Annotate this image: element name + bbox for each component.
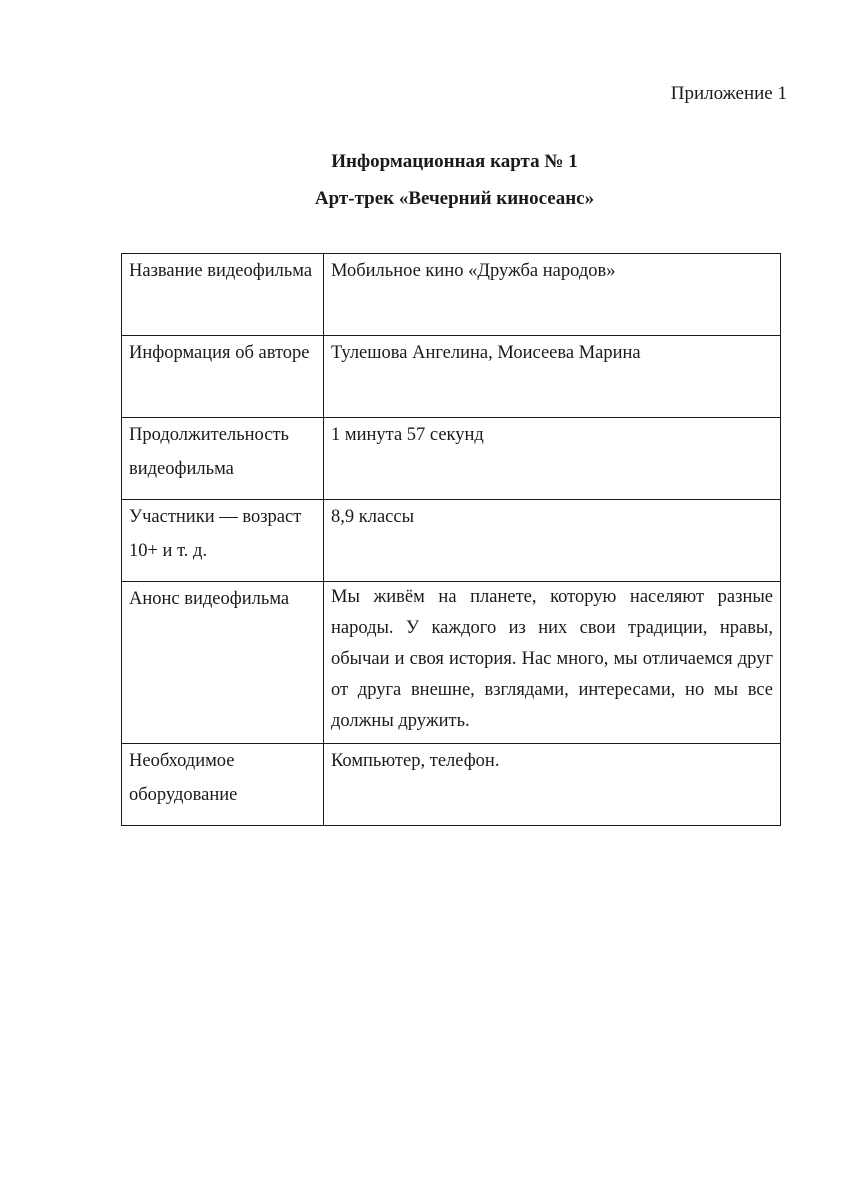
- row-value-equipment: Компьютер, телефон.: [324, 744, 781, 826]
- row-value-author: Тулешова Ангелина, Моисеева Марина: [324, 336, 781, 418]
- row-label-participants: Участники — возраст 10+ и т. д.: [122, 500, 324, 582]
- table-row: [122, 336, 781, 418]
- row-value-title: Мобильное кино «Дружба народов»: [324, 254, 781, 336]
- info-card-table: [121, 253, 781, 826]
- table-row: [122, 418, 781, 500]
- row-label-announcement: Анонс видеофильма: [122, 582, 324, 744]
- appendix-label: Приложение 1: [670, 83, 787, 104]
- table-row: [122, 500, 781, 582]
- table-row: [122, 744, 781, 826]
- row-label-equipment: Необходимое оборудование: [122, 744, 324, 826]
- row-value-announcement: Мы живём на планете, которую населяют разные народы. У каждого из них свои традиции, нравы, обычаи и своя история. Нас много, мы отличаемся друг от друга внешне, взглядами, интересами, но мы все должны дружить.: [324, 582, 781, 744]
- document-title: Информационная карта № 1: [331, 151, 578, 172]
- document-subtitle: Арт-трек «Вечерний киносеанс»: [314, 188, 595, 209]
- row-label-title: Название видеофильма: [122, 254, 324, 336]
- row-value-duration: 1 минута 57 секунд: [324, 418, 781, 500]
- row-label-duration: Продолжительность видеофильма: [122, 418, 324, 500]
- table-row: [122, 254, 781, 336]
- row-label-author: Информация об авторе: [122, 336, 324, 418]
- table-row: [122, 582, 781, 744]
- row-value-participants: 8,9 классы: [324, 500, 781, 582]
- document-header: [0, 150, 849, 211]
